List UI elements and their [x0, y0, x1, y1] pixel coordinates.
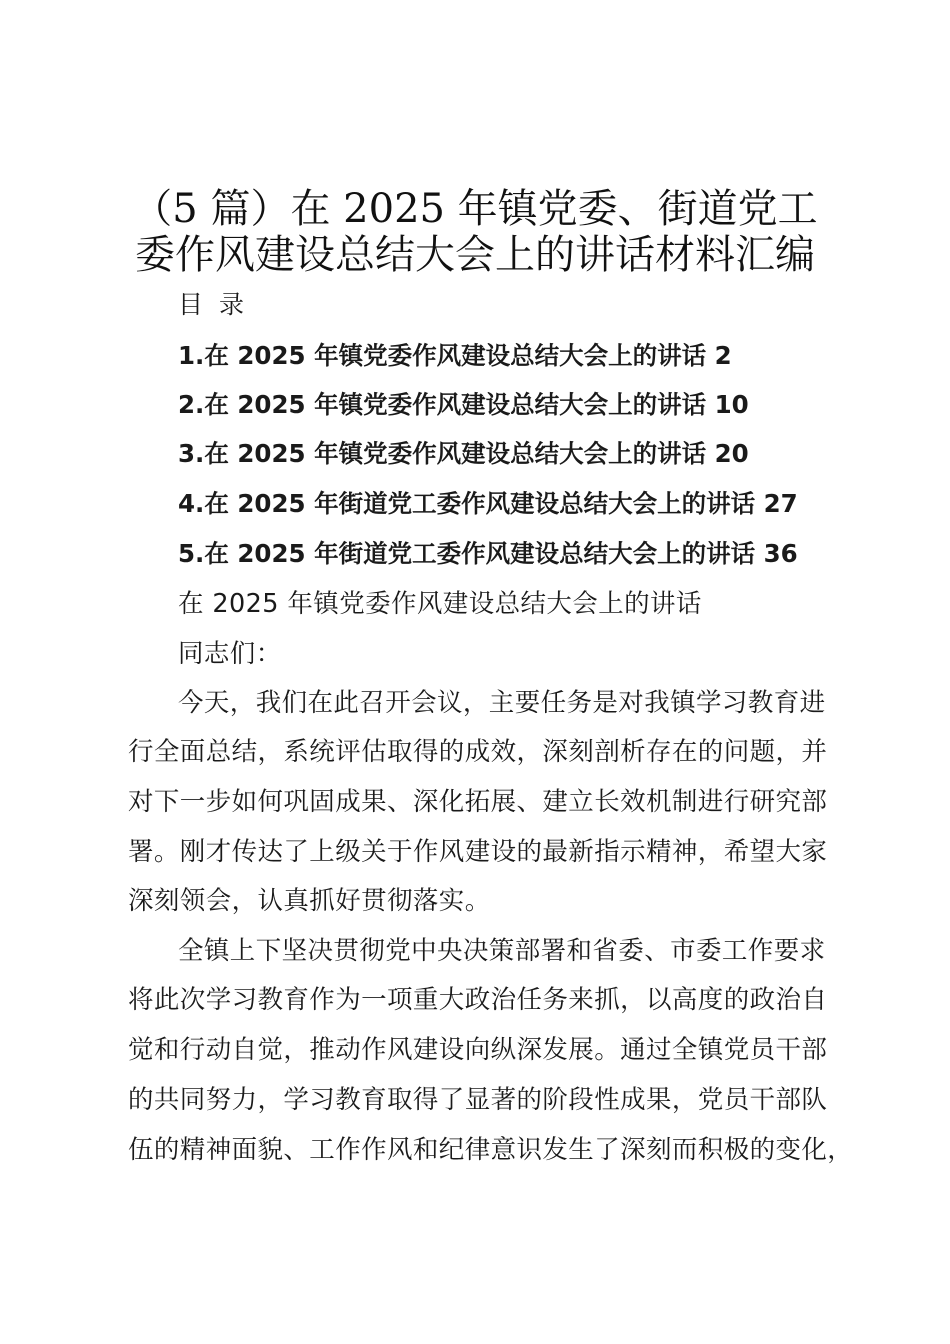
toc-item-5: 5.在 2025 年街道党工委作风建设总结大会上的讲话 36: [178, 539, 798, 568]
paragraph-1-line-1: 今天，我们在此召开会议，主要任务是对我镇学习教育进: [178, 688, 826, 718]
document-title-line-1: （5 篇）在 2025 年镇党委、街道党工: [132, 186, 818, 232]
greeting: 同志们：: [178, 639, 282, 669]
toc-item-2: 2.在 2025 年镇党委作风建设总结大会上的讲话 10: [178, 390, 749, 419]
speech-title: 在 2025 年镇党委作风建设总结大会上的讲话: [178, 589, 702, 619]
paragraph-1-line-4: 署。刚才传达了上级关于作风建设的最新指示精神，希望大家: [128, 837, 828, 867]
paragraph-1-line-3: 对下一步如何巩固成果、深化拓展、建立长效机制进行研究部: [128, 787, 828, 817]
paragraph-2-line-4: 的共同努力，学习教育取得了显著的阶段性成果，党员干部队: [128, 1085, 828, 1115]
paragraph-2-line-5: 伍的精神面貌、工作作风和纪律意识发生了深刻而积极的变化，: [128, 1135, 854, 1165]
paragraph-1-line-2: 行全面总结，系统评估取得的成效，深刻剖析存在的问题，并: [128, 737, 828, 767]
paragraph-2-line-2: 将此次学习教育作为一项重大政治任务来抓，以高度的政治自: [128, 985, 828, 1015]
toc-item-4: 4.在 2025 年街道党工委作风建设总结大会上的讲话 27: [178, 489, 798, 518]
toc-item-1: 1.在 2025 年镇党委作风建设总结大会上的讲话 2: [178, 341, 732, 370]
document-title-line-2: 委作风建设总结大会上的讲话材料汇编: [135, 232, 815, 278]
paragraph-2-line-3: 觉和行动自觉，推动作风建设向纵深发展。通过全镇党员干部: [128, 1035, 828, 1065]
paragraph-2-line-1: 全镇上下坚决贯彻党中央决策部署和省委、市委工作要求: [178, 936, 826, 966]
toc-item-3: 3.在 2025 年镇党委作风建设总结大会上的讲话 20: [178, 439, 749, 468]
toc-heading: 目 录: [178, 290, 248, 319]
paragraph-1-line-5: 深刻领会，认真抓好贯彻落实。: [128, 886, 491, 916]
